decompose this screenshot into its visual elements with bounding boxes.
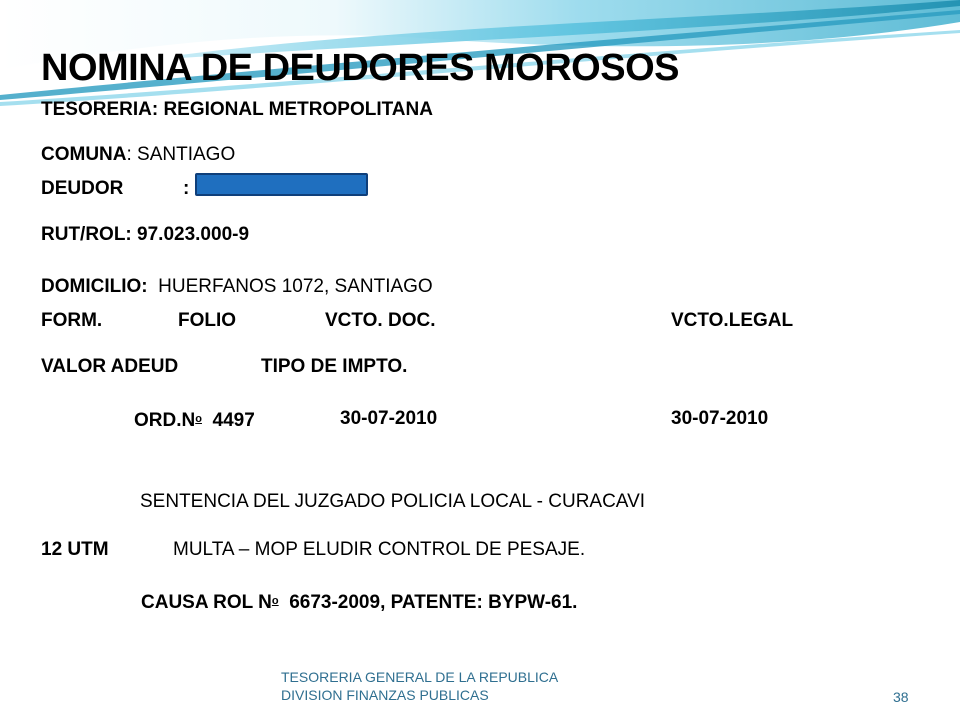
causa-rest: 6673-2009, PATENTE: BYPW-61. — [289, 592, 578, 613]
footer-line-2: DIVISION FINANZAS PUBLICAS — [281, 687, 489, 703]
row-ord-value: 4497 — [212, 410, 255, 431]
numero-superscript: o — [271, 595, 279, 607]
row-ord-label: ORD. — [134, 410, 182, 431]
domicilio-value: HUERFANOS 1072, SANTIAGO — [158, 276, 433, 297]
tesoreria-line: TESORERIA: REGIONAL METROPOLITANA — [41, 99, 433, 120]
header-vcto-doc: VCTO. DOC. — [325, 310, 436, 331]
header-vcto-legal: VCTO.LEGAL — [671, 310, 794, 331]
footer-line-1: TESORERIA GENERAL DE LA REPUBLICA — [281, 669, 559, 685]
domicilio-line — [41, 276, 433, 298]
sentencia-line: SENTENCIA DEL JUZGADO POLICIA LOCAL - CURACAVI — [140, 491, 646, 512]
domicilio-label: DOMICILIO: — [41, 276, 148, 297]
amount: 12 UTM — [41, 539, 109, 560]
page-number: 38 — [893, 689, 909, 705]
multa-description: MULTA – MOP ELUDIR CONTROL DE PESAJE. — [173, 539, 586, 560]
header-tipo-impto: TIPO DE IMPTO. — [261, 356, 408, 377]
header-form: FORM. — [41, 310, 103, 331]
row-ord-no-sign: $N^o$ — [181, 410, 202, 431]
comuna-label: COMUNA — [41, 144, 127, 165]
redaction-box — [195, 173, 368, 196]
header-folio: FOLIO — [178, 310, 237, 331]
row-vcto-doc: 30-07-2010 — [340, 408, 438, 429]
rut-line: RUT/ROL: 97.023.000-9 — [41, 224, 250, 245]
header-valor-adeud: VALOR ADEUD — [41, 356, 179, 377]
row-vcto-legal: 30-07-2010 — [671, 408, 769, 429]
comuna-line — [41, 144, 235, 166]
comuna-value: : SANTIAGO — [126, 144, 236, 165]
slide-title: NOMINA DE DEUDORES MOROSOS — [41, 47, 679, 89]
deudor-label: DEUDOR — [41, 178, 124, 199]
deudor-colon: : — [183, 178, 190, 199]
causa-line — [141, 590, 577, 614]
causa-prefix: CAUSA ROL N — [141, 592, 272, 613]
row-ord — [134, 408, 255, 432]
